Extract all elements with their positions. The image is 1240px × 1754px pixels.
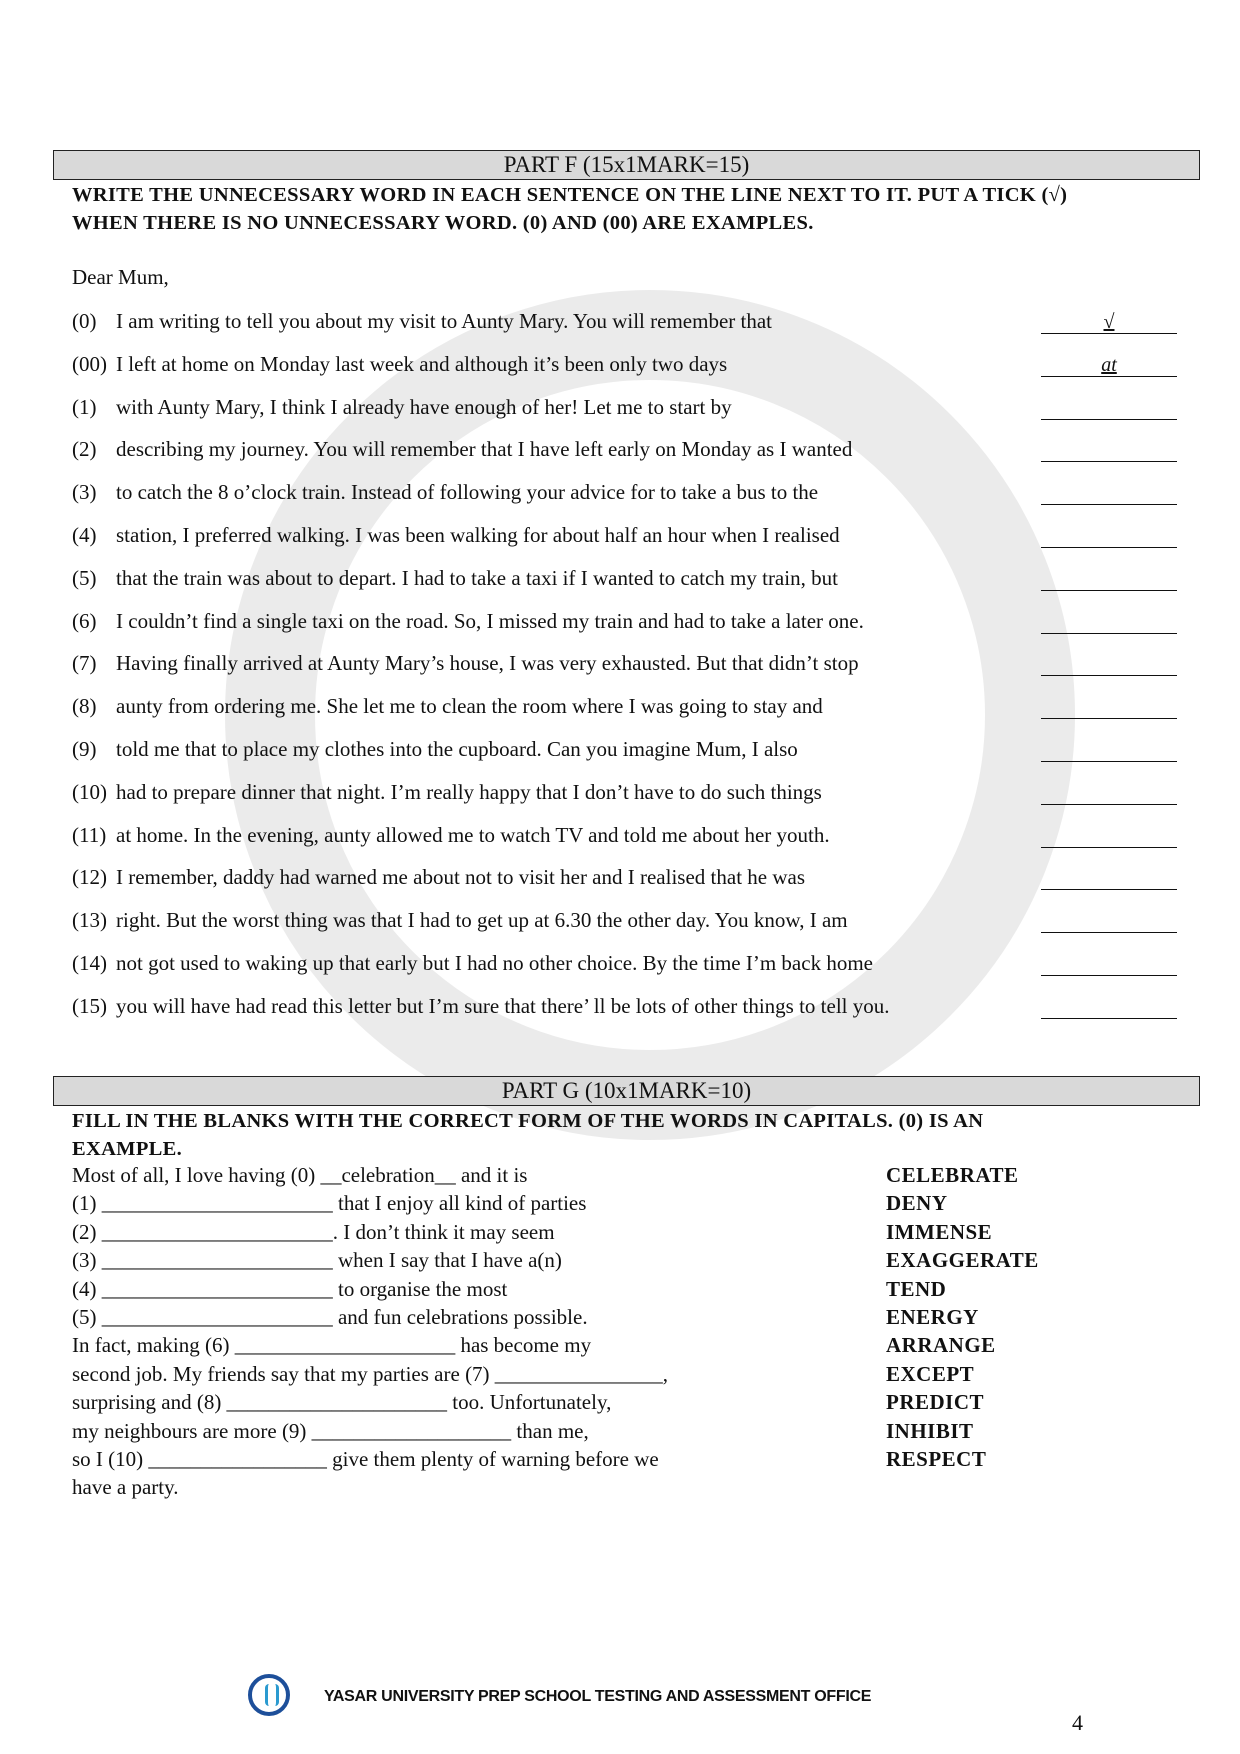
footer-text: YASAR UNIVERSITY PREP SCHOOL TESTING AND ASSESSMENT OFFICE	[324, 1688, 872, 1705]
sentence-text: Having finally arrived at Aunty Mary’s house, I was very exhausted. But that didn’t stop	[116, 651, 859, 676]
answer-blank[interactable]	[1041, 782, 1177, 805]
sentence-line	[72, 908, 848, 933]
sentence-text: I am writing to tell you about my visit to Aunty Mary. You will remember that	[116, 309, 772, 333]
gap-fill-line[interactable]: so I (10) _________________ give them plenty of warning before we	[72, 1447, 659, 1471]
sentence-text: with Aunty Mary, I think I already have enough of her! Let me to start by	[116, 394, 732, 419]
line-number: (15)	[72, 993, 107, 1018]
sentence-line	[72, 951, 873, 976]
line-number: (00)	[72, 351, 107, 376]
capital-word: DENY	[886, 1191, 948, 1216]
sentence-line	[72, 609, 864, 634]
answer-blank[interactable]	[1041, 354, 1177, 377]
line-number: (3)	[72, 480, 97, 505]
answer-blank[interactable]	[1041, 825, 1177, 848]
gap-fill-line[interactable]: (5) ______________________ and fun celebrations possible.	[72, 1305, 588, 1329]
capital-word: INHIBIT	[886, 1418, 974, 1443]
answer-blank[interactable]	[1041, 611, 1177, 634]
answer-blank[interactable]	[1041, 653, 1177, 676]
answer-blank[interactable]	[1041, 867, 1177, 890]
line-number: (2)	[72, 437, 97, 462]
gap-fill-line[interactable]: (4) ______________________ to organise the most	[72, 1276, 508, 1301]
instruction-line: FILL IN THE BLANKS WITH THE CORRECT FORM OF THE WORDS IN CAPITALS. (0) IS AN	[72, 1110, 984, 1132]
page-number: 4	[1072, 1710, 1083, 1735]
sentence-line	[72, 823, 830, 848]
sentence-line	[72, 309, 772, 334]
capital-word: TEND	[886, 1276, 947, 1301]
line-number: (1)	[72, 394, 97, 419]
sentence-line	[72, 737, 798, 762]
line-number: (8)	[72, 694, 97, 719]
answer-blank[interactable]	[1041, 482, 1177, 505]
line-number: (13)	[72, 908, 107, 933]
sentence-line	[72, 352, 727, 377]
part-f-instruction	[72, 181, 1202, 237]
capital-word: PREDICT	[886, 1390, 985, 1415]
gap-fill-line[interactable]: (3) ______________________ when I say that I have a(n)	[72, 1248, 562, 1273]
capital-word: EXAGGERATE	[886, 1248, 1039, 1273]
sentence-text: that the train was about to depart. I had to take a taxi if I wanted to catch my train, but	[116, 565, 838, 590]
sentence-line	[72, 651, 859, 676]
sentence-line	[72, 994, 890, 1019]
sentence-text: I remember, daddy had warned me about not to visit her and I realised that he was	[116, 865, 806, 890]
greeting: Dear Mum,	[72, 265, 169, 289]
instruction-line: EXAMPLE.	[72, 1138, 183, 1160]
gap-fill-line[interactable]: Most of all, I love having (0) __celebration__ and it is	[72, 1163, 528, 1187]
capital-word: CELEBRATE	[886, 1163, 1019, 1187]
sentence-text: I couldn’t find a single taxi on the road. So, I missed my train and had to take a later one.	[116, 608, 864, 633]
answer-blank[interactable]	[1041, 910, 1177, 933]
answer-blank[interactable]	[1041, 568, 1177, 591]
part-f-header: PART F (15x1MARK=15)	[53, 150, 1200, 180]
line-number: (0)	[72, 309, 97, 333]
sentence-text: had to prepare dinner that night. I’m really happy that I don’t have to do such things	[116, 779, 822, 804]
sentence-text: to catch the 8 o’clock train. Instead of following your advice for to take a bus to the	[116, 480, 819, 505]
gap-fill-line[interactable]: have a party.	[72, 1475, 179, 1500]
sentence-text: station, I preferred walking. I was been walking for about half an hour when I realised	[116, 523, 840, 547]
sentence-text: describing my journey. You will remember that I have left early on Monday as I wanted	[116, 437, 853, 462]
line-number: (4)	[72, 523, 97, 547]
answer-blank[interactable]	[1041, 525, 1177, 548]
instruction-line: WHEN THERE IS NO UNNECESSARY WORD. (0) AND (00) ARE EXAMPLES.	[72, 212, 814, 234]
capital-word: RESPECT	[886, 1447, 987, 1471]
answer-blank[interactable]	[1041, 996, 1177, 1019]
line-number: (11)	[72, 822, 107, 847]
answer-blank[interactable]	[1041, 397, 1177, 420]
line-number: (5)	[72, 565, 97, 590]
capital-word: ARRANGE	[886, 1333, 996, 1358]
sentence-line	[72, 865, 805, 890]
answer-text: at	[1101, 353, 1117, 376]
gap-fill-line[interactable]: my neighbours are more (9) ___________________ than me,	[72, 1418, 589, 1443]
sentence-line	[72, 566, 838, 591]
sentence-line	[72, 523, 840, 548]
gap-fill-line[interactable]: (2) ______________________. I don’t think it may seem	[72, 1219, 555, 1244]
sentence-text: aunty from ordering me. She let me to clean the room where I was going to stay and	[116, 694, 823, 719]
line-number: (14)	[72, 951, 107, 975]
sentence-text: not got used to waking up that early but I had no other choice. By the time I’m back home	[116, 951, 873, 975]
answer-blank[interactable]	[1041, 953, 1177, 976]
sentence-text: I left at home on Monday last week and although it’s been only two days	[116, 351, 728, 376]
answer-blank[interactable]	[1041, 739, 1177, 762]
answer-text: √	[1103, 311, 1115, 333]
sentence-line	[72, 780, 822, 805]
sentence-line	[72, 437, 852, 462]
gap-fill-line[interactable]: second job. My friends say that my parties are (7) ________________,	[72, 1361, 669, 1386]
sentence-text: told me that to place my clothes into the cupboard. Can you imagine Mum, I also	[116, 737, 798, 761]
capital-word: ENERGY	[886, 1305, 979, 1329]
part-g-instruction	[72, 1107, 1202, 1163]
answer-blank[interactable]	[1041, 439, 1177, 462]
part-g-header: PART G (10x1MARK=10)	[53, 1076, 1200, 1106]
capital-word: EXCEPT	[886, 1361, 975, 1386]
capital-word: IMMENSE	[886, 1219, 993, 1244]
gap-fill-line[interactable]: surprising and (8) _____________________ too. Unfortunately,	[72, 1390, 612, 1415]
line-number: (9)	[72, 737, 97, 761]
answer-blank[interactable]	[1041, 311, 1177, 334]
line-number: (12)	[72, 865, 107, 890]
sentence-text: you will have had read this letter but I’m sure that there’ ll be lots of other things to tell you.	[116, 993, 890, 1018]
line-number: (10)	[72, 779, 107, 804]
line-number: (6)	[72, 608, 97, 633]
sentence-line	[72, 480, 818, 505]
instruction-line: WRITE THE UNNECESSARY WORD IN EACH SENTENCE ON THE LINE NEXT TO IT. PUT A TICK (√)	[72, 184, 1068, 206]
sentence-text: at home. In the evening, aunty allowed me to watch TV and told me about her youth.	[116, 822, 830, 847]
gap-fill-line[interactable]: (1) ______________________ that I enjoy all kind of parties	[72, 1191, 587, 1216]
answer-blank[interactable]	[1041, 696, 1177, 719]
sentence-text: right. But the worst thing was that I had to get up at 6.30 the other day. You know, I am	[116, 908, 848, 933]
gap-fill-line[interactable]: In fact, making (6) _____________________ has become my	[72, 1333, 592, 1358]
university-logo	[248, 1674, 290, 1716]
line-number: (7)	[72, 651, 97, 676]
sentence-line	[72, 395, 732, 420]
sentence-line	[72, 694, 823, 719]
